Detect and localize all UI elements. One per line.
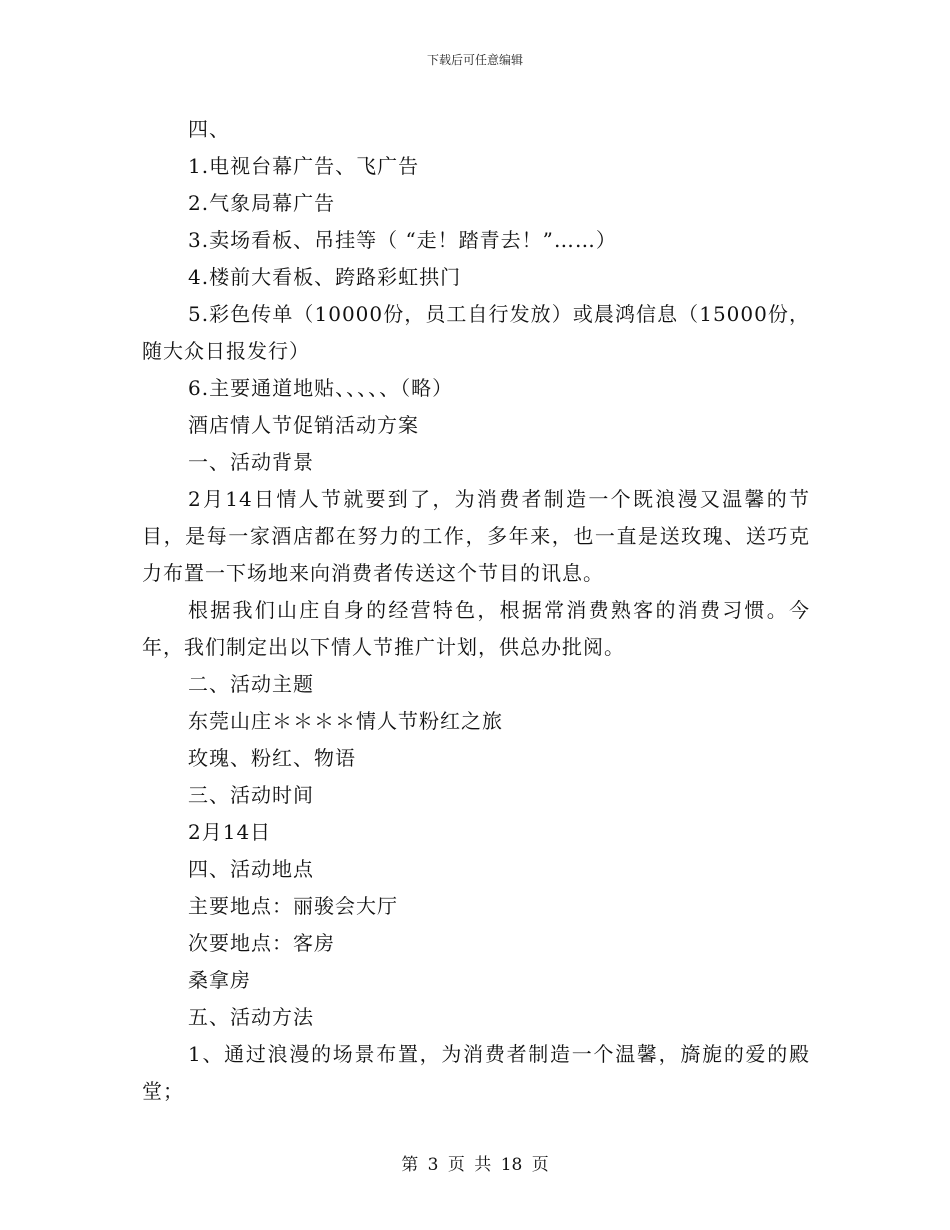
paragraph: 3.卖场看板、吊挂等（ “走！踏青去！”……） bbox=[188, 228, 617, 252]
paragraph: 玫瑰、粉红、物语 bbox=[188, 746, 356, 770]
paragraph: 4.楼前大看板、跨路彩虹拱门 bbox=[188, 265, 462, 289]
section-heading: 二、活动主题 bbox=[188, 672, 314, 696]
paragraph: 2月14日 bbox=[188, 820, 272, 844]
paragraph: 根据我们山庄自身的经营特色，根据常消费熟客的消费习惯。今年，我们制定出以下情人节推广计划，供总办批阅。 bbox=[142, 598, 810, 659]
paragraph: 2月14日情人节就要到了，为消费者制造一个既浪漫又温馨的节目，是每一家酒店都在努力的工作，多年来，也一直是送玫瑰、送巧克力布置一下场地来向消费者传送这个节目的讯息。 bbox=[142, 487, 810, 585]
page-header-note: 下载后可任意编辑 bbox=[426, 53, 523, 67]
section-heading: 三、活动时间 bbox=[188, 783, 314, 807]
paragraph: 四、 bbox=[188, 117, 230, 141]
section-title: 酒店情人节促销活动方案 bbox=[188, 413, 419, 437]
paragraph: 1、通过浪漫的场景布置，为消费者制造一个温馨，旖旎的爱的殿堂； bbox=[142, 1042, 810, 1103]
paragraph: 2.气象局幕广告 bbox=[188, 191, 336, 215]
section-heading: 四、活动地点 bbox=[188, 857, 314, 881]
paragraph: 5.彩色传单（10000份，员工自行发放）或晨鸿信息（15000份，随大众日报发行） bbox=[142, 302, 810, 363]
section-heading: 五、活动方法 bbox=[188, 1005, 314, 1029]
paragraph: 6.主要通道地贴、、、、、（略） bbox=[188, 376, 454, 400]
paragraph: 次要地点：客房 bbox=[188, 931, 335, 955]
section-heading: 一、活动背景 bbox=[188, 450, 314, 474]
paragraph: 主要地点：丽骏会大厅 bbox=[188, 894, 398, 918]
document-body bbox=[142, 111, 810, 1110]
paragraph: 东莞山庄＊＊＊＊情人节粉红之旅 bbox=[188, 709, 503, 733]
paragraph: 桑拿房 bbox=[188, 968, 251, 992]
page-number-footer: 第 3 页 共 18 页 bbox=[401, 1155, 549, 1175]
paragraph: 1.电视台幕广告、飞广告 bbox=[188, 154, 420, 178]
